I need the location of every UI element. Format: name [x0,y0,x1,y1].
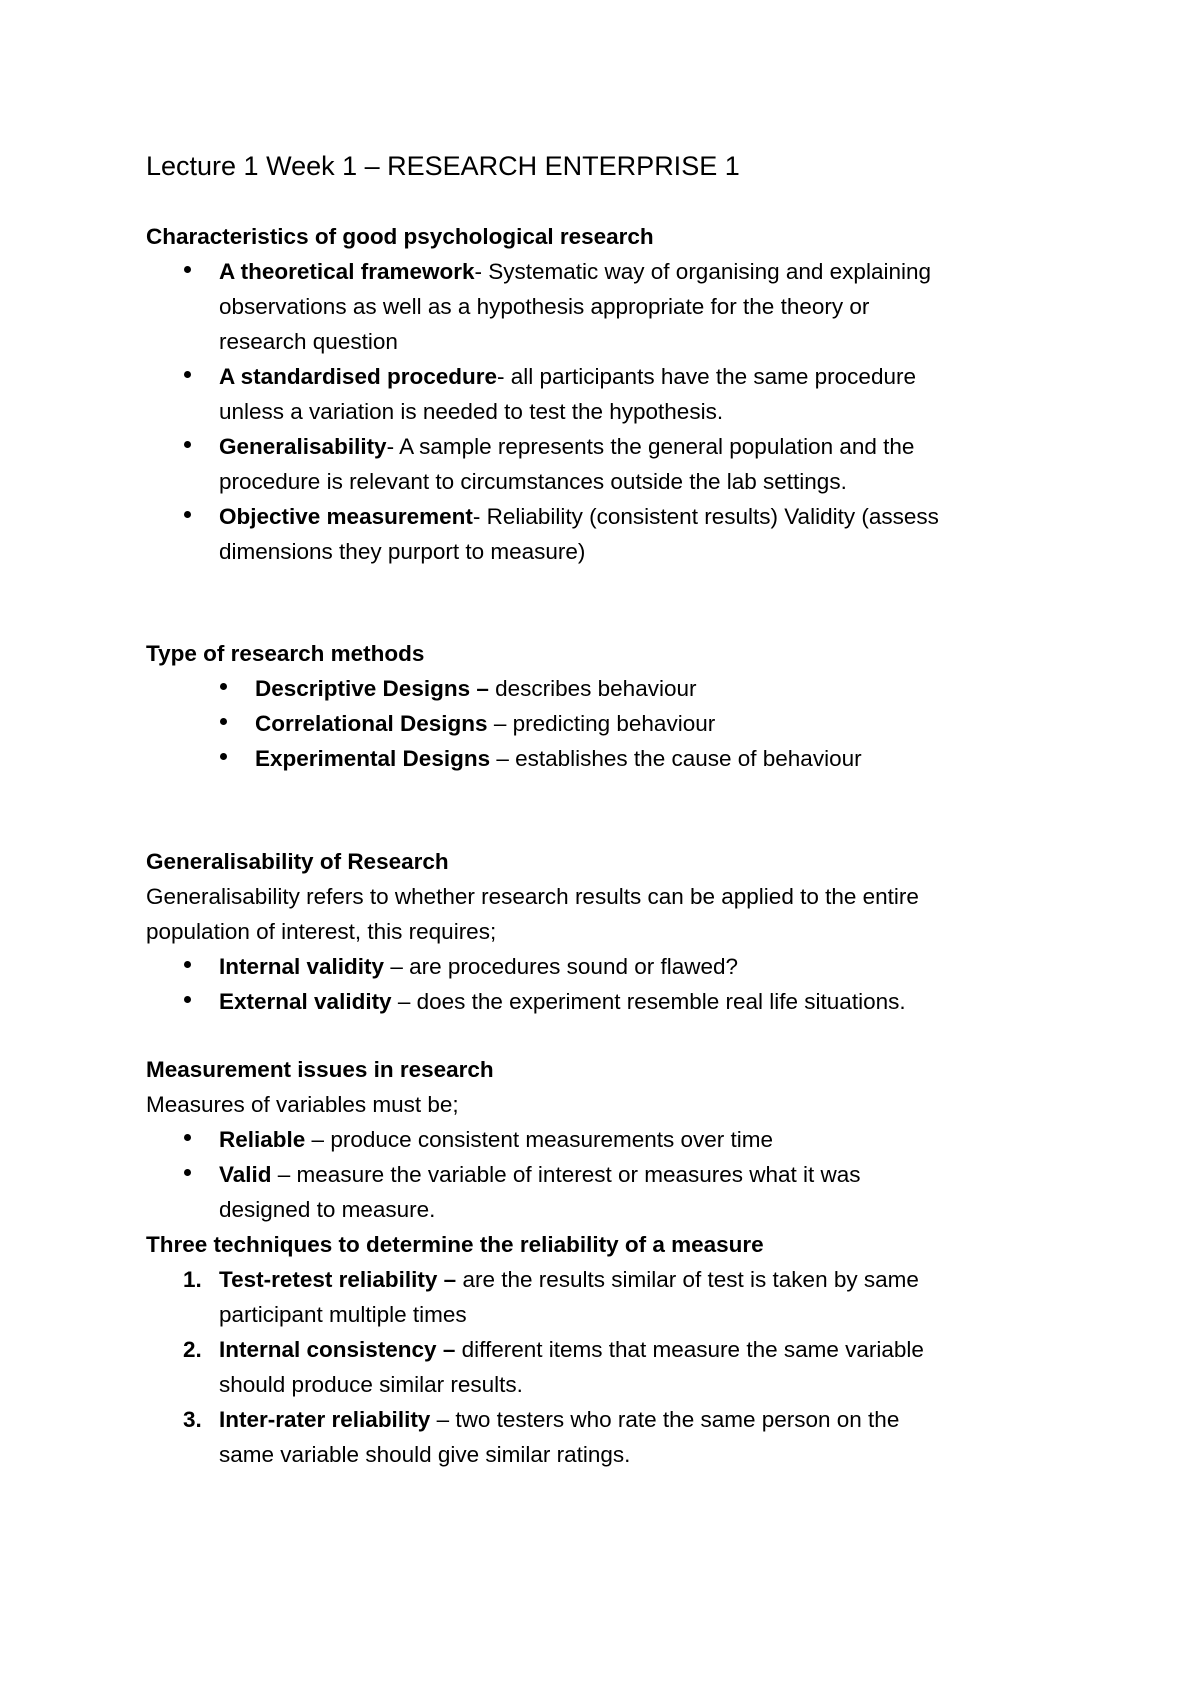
list-item: Descriptive Designs – describes behaviour [255,676,697,701]
list-item-continuation: designed to measure. [219,1197,436,1222]
paragraph-line: Measures of variables must be; [146,1092,459,1117]
list-item-continuation: dimensions they purport to measure) [219,539,586,564]
list-item: Internal validity – are procedures sound or flawed? [219,954,739,979]
list-item: A standardised procedure- all participants have the same procedure [219,364,916,389]
list-item: Experimental Designs – establishes the cause of behaviour [255,746,862,771]
list-item-continuation: same variable should give similar ratings. [219,1442,631,1467]
list-item-continuation: observations as well as a hypothesis appropriate for the theory or [219,294,870,319]
list-item-continuation: should produce similar results. [219,1372,523,1397]
list-item-continuation: participant multiple times [219,1302,467,1327]
list-item: Internal consistency – different items that measure the same variable [219,1337,924,1362]
list-item: Valid – measure the variable of interest or measures what it was [219,1162,861,1187]
list-item: Reliable – produce consistent measurements over time [219,1127,774,1152]
bullet-icon [184,266,191,273]
section-heading-characteristics: Characteristics of good psychological research [146,224,654,249]
document-title: Lecture 1 Week 1 – RESEARCH ENTERPRISE 1 [146,151,740,181]
bullet-icon [184,511,191,518]
list-item: Generalisability- A sample represents the general population and the [219,434,915,459]
list-item: A theoretical framework- Systematic way of organising and explaining [219,259,931,284]
bullet-icon [184,371,191,378]
bullet-icon [184,441,191,448]
list-number: 3. [183,1407,202,1432]
list-item: Test-retest reliability – are the results similar of test is taken by same [219,1267,919,1292]
list-item: Inter-rater reliability – two testers who rate the same person on the [219,1407,900,1432]
paragraph-line: Generalisability refers to whether research results can be applied to the entire [146,884,919,909]
section-heading-generalisability: Generalisability of Research [146,849,449,874]
list-item: Correlational Designs – predicting behaviour [255,711,716,736]
bullet-icon [220,753,227,760]
section-heading-methods: Type of research methods [146,641,425,666]
list-number: 1. [183,1267,202,1292]
bullet-icon [184,961,191,968]
bullet-icon [184,1169,191,1176]
list-number: 2. [183,1337,202,1362]
list-item-continuation: research question [219,329,398,354]
section-heading-techniques: Three techniques to determine the reliability of a measure [146,1232,764,1257]
list-item: External validity – does the experiment resemble real life situations. [219,989,906,1014]
section-heading-measurement: Measurement issues in research [146,1057,494,1082]
paragraph-line: population of interest, this requires; [146,919,497,944]
list-item-continuation: unless a variation is needed to test the hypothesis. [219,399,724,424]
bullet-icon [184,996,191,1003]
bullet-icon [220,683,227,690]
list-item: Objective measurement- Reliability (consistent results) Validity (assess [219,504,939,529]
list-item-continuation: procedure is relevant to circumstances outside the lab settings. [219,469,847,494]
bullet-icon [184,1134,191,1141]
bullet-icon [220,718,227,725]
